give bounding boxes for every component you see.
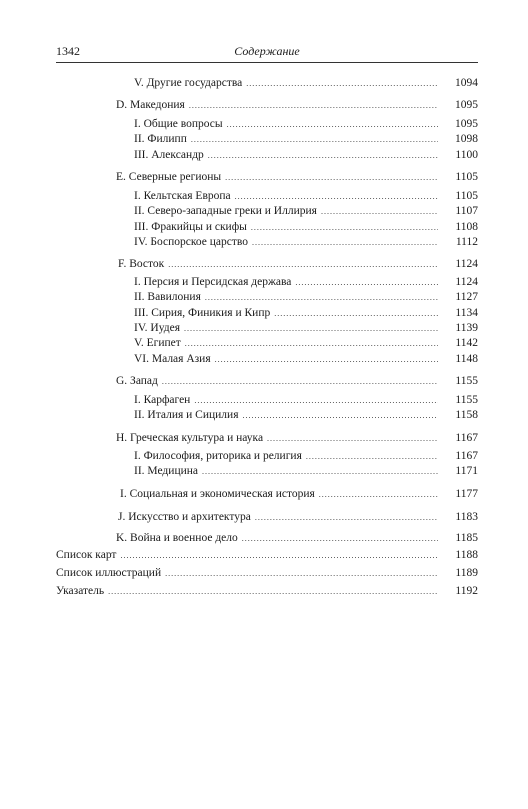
toc-entry[interactable] <box>134 132 478 147</box>
toc-entry-page: 1098 <box>455 133 478 145</box>
toc-entry-label: D. Македония <box>116 99 185 111</box>
toc-entry-label: V. Другие государства <box>134 77 243 89</box>
dot-leader <box>243 409 439 423</box>
toc-entry-page: 1167 <box>455 450 478 462</box>
toc-entry[interactable] <box>134 290 478 305</box>
toc-entry-page: 1112 <box>455 236 478 248</box>
dot-leader <box>267 432 438 446</box>
toc-entry-page: 1127 <box>455 291 478 303</box>
toc-entry[interactable] <box>118 510 478 525</box>
toc-entry-page: 1124 <box>455 258 478 270</box>
toc-entry-page: 1094 <box>455 77 478 89</box>
page-number: 1342 <box>56 44 80 58</box>
toc-entry[interactable] <box>134 220 478 235</box>
dot-leader <box>255 511 438 525</box>
toc-entry-label: Указатель <box>56 585 105 597</box>
toc-entry-page: 1105 <box>455 190 478 202</box>
toc-entry-label: II. Северо-западные греки и Иллирия <box>134 205 317 217</box>
toc-entry[interactable] <box>134 189 478 204</box>
toc-entry-page: 1185 <box>455 532 478 544</box>
toc-entry-label: E. Северные регионы <box>116 171 222 183</box>
toc-entry-page: 1158 <box>455 409 478 421</box>
dot-leader <box>321 205 438 219</box>
toc-entry[interactable] <box>134 321 478 336</box>
toc-entry-label: Список карт <box>56 549 117 561</box>
toc-entry-label: III. Сирия, Финикия и Кипр <box>134 307 271 319</box>
toc-entry-label: H. Греческая культура и наука <box>116 432 264 444</box>
toc-entry[interactable] <box>134 148 478 163</box>
dot-leader <box>225 171 438 185</box>
dot-leader <box>295 276 438 290</box>
toc-entry-page: 1192 <box>455 585 478 597</box>
dot-leader <box>252 236 438 250</box>
dot-leader <box>208 149 438 163</box>
toc-entry-page: 1148 <box>455 353 478 365</box>
toc-entry[interactable] <box>134 449 478 464</box>
toc-entry[interactable] <box>116 431 478 446</box>
toc-entry[interactable] <box>134 352 478 367</box>
toc-entry[interactable] <box>134 393 478 408</box>
dot-leader <box>189 99 438 113</box>
dot-leader <box>202 465 438 479</box>
toc-entry-label: III. Фракийцы и скифы <box>134 221 247 233</box>
dot-leader <box>274 307 438 321</box>
toc-entry-label: I. Общие вопросы <box>134 118 223 130</box>
toc-entry[interactable] <box>56 566 478 581</box>
dot-leader <box>251 221 438 235</box>
toc-entry-page: 1134 <box>455 307 478 319</box>
toc-entry-page: 1124 <box>455 276 478 288</box>
toc-entry-label: II. Филипп <box>134 133 187 145</box>
dot-leader <box>246 77 438 91</box>
toc-entry-label: II. Вавилония <box>134 291 201 303</box>
dot-leader <box>184 322 438 336</box>
toc-entry-label: Список иллюстраций <box>56 567 162 579</box>
dot-leader <box>191 133 438 147</box>
toc-entry-page: 1108 <box>455 221 478 233</box>
toc-entry-label: I. Социальная и экономическая история <box>120 488 315 500</box>
dot-leader <box>215 353 438 367</box>
toc-entry-page: 1167 <box>455 432 478 444</box>
dot-leader <box>242 532 438 546</box>
toc-entry[interactable] <box>56 548 478 563</box>
toc-entry-page: 1095 <box>455 118 478 130</box>
toc-entry[interactable] <box>134 117 478 132</box>
toc-entry-page: 1105 <box>455 171 478 183</box>
dot-leader <box>162 375 438 389</box>
toc-entry-label: VI. Малая Азия <box>134 353 211 365</box>
toc-entry-page: 1189 <box>455 567 478 579</box>
toc-entry-label: IV. Боспорское царство <box>134 236 249 248</box>
toc-entry-label: IV. Иудея <box>134 322 180 334</box>
toc-entry-page: 1171 <box>455 465 478 477</box>
toc-entry-page: 1107 <box>455 205 478 217</box>
toc-entry-page: 1188 <box>455 549 478 561</box>
toc-entry-label: K. Война и военное дело <box>116 532 238 544</box>
toc-entry[interactable] <box>134 204 478 219</box>
dot-leader <box>205 291 438 305</box>
toc-entry-label: II. Италия и Сицилия <box>134 409 239 421</box>
dot-leader <box>235 190 438 204</box>
toc-entry-label: F. Восток <box>118 258 165 270</box>
toc-entry-label: V. Египет <box>134 337 181 349</box>
toc-entry[interactable] <box>134 275 478 290</box>
toc-entry-page: 1155 <box>455 394 478 406</box>
toc-entry[interactable] <box>134 336 478 351</box>
toc-entry[interactable] <box>134 464 478 479</box>
dot-leader <box>319 488 438 502</box>
dot-leader <box>120 549 438 563</box>
toc-entry[interactable] <box>134 76 478 91</box>
toc-entry[interactable] <box>56 584 478 599</box>
toc-entry-label: I. Персия и Персидская держава <box>134 276 292 288</box>
dot-leader <box>168 258 438 272</box>
toc-entry-label: II. Медицина <box>134 465 199 477</box>
toc-entry-label: I. Кельтская Европа <box>134 190 231 202</box>
toc-entry-page: 1139 <box>455 322 478 334</box>
toc-entry[interactable] <box>116 531 478 546</box>
page-header <box>56 44 478 63</box>
toc-entry[interactable] <box>116 374 478 389</box>
toc-entry-page: 1100 <box>455 149 478 161</box>
toc-entry-label: I. Карфаген <box>134 394 191 406</box>
dot-leader <box>165 567 438 581</box>
dot-leader <box>108 585 438 599</box>
toc-entry[interactable] <box>120 487 478 502</box>
dot-leader <box>306 450 438 464</box>
toc-entry-label: III. Александр <box>134 149 204 161</box>
dot-leader <box>227 118 438 132</box>
toc-entry-label: I. Философия, риторика и религия <box>134 450 302 462</box>
toc-entry[interactable] <box>134 306 478 321</box>
toc-entry-page: 1142 <box>455 337 478 349</box>
toc-entry[interactable] <box>134 408 478 423</box>
toc-entry[interactable] <box>116 98 478 113</box>
toc-entry-page: 1177 <box>455 488 478 500</box>
toc-entry-page: 1095 <box>455 99 478 111</box>
toc-entry-label: G. Запад <box>116 375 158 387</box>
toc-entry[interactable] <box>134 235 478 250</box>
toc-entry[interactable] <box>116 170 478 185</box>
dot-leader <box>194 394 438 408</box>
toc-entry[interactable] <box>118 257 478 272</box>
toc-entry-label: J. Искусство и архитектура <box>118 511 251 523</box>
running-title: Содержание <box>234 44 300 58</box>
dot-leader <box>185 337 438 351</box>
toc-entry-page: 1183 <box>455 511 478 523</box>
toc-entry-page: 1155 <box>455 375 478 387</box>
